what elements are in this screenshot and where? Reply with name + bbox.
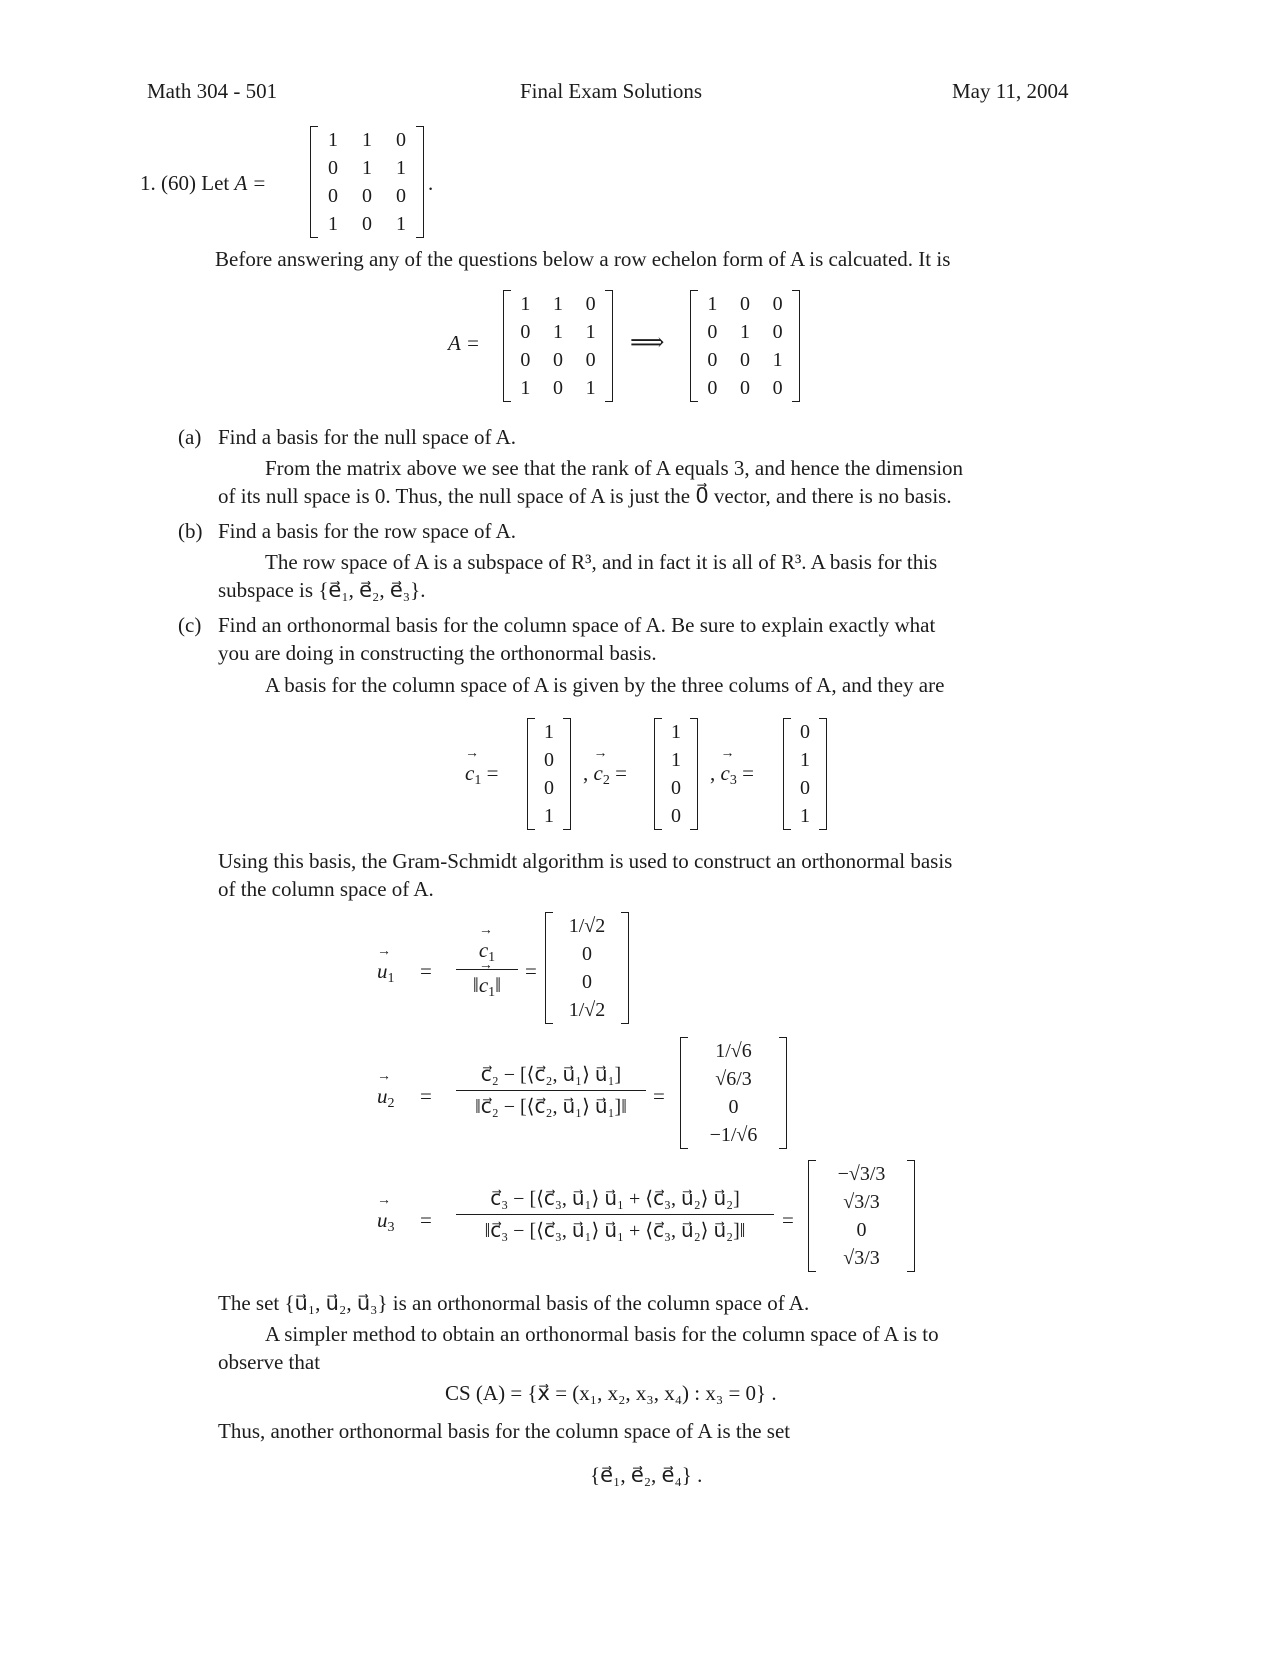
matrix-cell: 0 [552, 349, 563, 371]
matrix-cell: 0 [707, 377, 718, 399]
vector-entry: 0 [856, 1219, 867, 1241]
c3-label: , → $c_3$ = [710, 760, 754, 790]
vector-u3 [808, 1160, 915, 1272]
part-b-answer-1: The row space of A is a subspace of R³, and in fact it is all of R³. A basis for this [265, 550, 938, 574]
matrix-cell: 1 [585, 377, 596, 399]
u3-eq: = [420, 1208, 432, 1232]
intro-text: Before answering any of the questions below a row echelon form of A is calcuated. It is [215, 247, 951, 271]
vector-entry: 1 [800, 805, 810, 827]
part-c-question-2: you are doing in constructing the orthonormal basis. [218, 641, 657, 665]
course-label: Math 304 - 501 [147, 79, 278, 103]
gs-text-2: of the column space of A. [218, 877, 434, 901]
vector-entry: 1/√6 [715, 1040, 752, 1062]
part-c-label: (c) [178, 613, 202, 637]
u3-fraction [456, 1186, 774, 1243]
period: . [428, 171, 434, 195]
u2-eq2: = [653, 1084, 665, 1108]
vector-entry: 0 [582, 971, 592, 993]
problem-label-text: 1. (60) Let [140, 171, 230, 195]
thus-text: Thus, another orthonormal basis for the column space of A is the set [218, 1419, 791, 1443]
matrix-cell: 0 [396, 129, 406, 151]
part-a-answer-2: of its null space is 0. Thus, the null space of A is just the 0⃗ vector, and there is no basis. [218, 484, 952, 508]
u1-label: → $u_1$ [377, 958, 395, 988]
matrix-cell: 1 [772, 349, 783, 371]
vector-entry: 0 [671, 805, 681, 827]
vector-entry: 1 [800, 749, 810, 771]
matrix-cell: 0 [585, 293, 596, 315]
matrix-cell: 1 [552, 321, 563, 343]
matrix-cell: 0 [772, 321, 783, 343]
vector-entry: 1/√2 [568, 915, 606, 937]
vector-entry: 1 [671, 721, 681, 743]
u1-eq: = [420, 959, 432, 983]
matrix-cell: 1 [585, 321, 596, 343]
matrix-cell: 0 [520, 321, 531, 343]
vector-entry: 0 [582, 943, 592, 965]
matrix-cell: 1 [362, 129, 372, 151]
matrix-cell: 0 [396, 185, 406, 207]
vector-entry: √3/3 [843, 1191, 880, 1213]
simpler-text-2: observe that [218, 1350, 321, 1374]
matrix-cell: 0 [739, 349, 750, 371]
matrix-cell: 0 [328, 157, 338, 179]
vector-entry: 0 [800, 777, 810, 799]
gs-text-1: Using this basis, the Gram-Schmidt algorithm is used to construct an orthonormal basis [218, 849, 953, 873]
vector-u2 [680, 1037, 787, 1149]
matrix-cell: 0 [707, 321, 718, 343]
part-b-label: (b) [178, 519, 203, 543]
matrix-cell: 0 [739, 377, 750, 399]
matrix-cell: 0 [739, 293, 750, 315]
matrix-cell: 0 [772, 293, 783, 315]
u2-eq: = [420, 1084, 432, 1108]
matrix-echelon [690, 290, 800, 402]
matrix-cell: 1 [396, 157, 406, 179]
u3-label: → $u_3$ [377, 1207, 395, 1237]
column-space-equation: CS (A) = {x⃗ = (x₁, x₂, x₃, x₄) : x₃ = 0} . [445, 1381, 777, 1405]
u3-denominator: ‖c⃗₃ − [⟨c⃗₃, u⃗₁⟩ u⃗₁ + ⟨c⃗₃, u⃗₂⟩ u⃗₂]‖ [484, 1220, 746, 1242]
matrix-cell: 0 [328, 185, 338, 207]
part-a-answer-1: From the matrix above we see that the rank of A equals 3, and hence the dimension [265, 456, 964, 480]
matrix-cell: 0 [707, 349, 718, 371]
matrix-cell: 1 [707, 293, 718, 315]
u1-fraction: → $\frac{c_1}{‖\to c_1‖}$ [456, 938, 518, 1001]
vector-c2 [654, 718, 698, 830]
u2-label: → $u_2$ [377, 1083, 395, 1113]
vector-c1 [527, 718, 571, 830]
u3-numerator: c⃗₃ − [⟨c⃗₃, u⃗₁⟩ u⃗₁ + ⟨c⃗₃, u⃗₂⟩ u⃗₂] [456, 1186, 774, 1215]
matrix-cell: 0 [362, 213, 372, 235]
part-c-answer-1: A basis for the column space of A is given by the three colums of A, and they are [265, 673, 945, 697]
vector-entry: √3/3 [843, 1247, 880, 1269]
u1-eq2: = [525, 959, 537, 983]
part-a-question: Find a basis for the null space of A. [218, 425, 517, 449]
vector-entry: 1 [544, 721, 554, 743]
vector-c3 [783, 718, 827, 830]
matrix-cell: 1 [328, 213, 338, 235]
matrix-cell: 1 [739, 321, 750, 343]
c1-label: → $c_1$ = [465, 760, 498, 790]
simpler-text-1: A simpler method to obtain an orthonormal basis for the column space of A is to [265, 1322, 939, 1346]
conclusion-text: The set {u⃗₁, u⃗₂, u⃗₃} is an orthonormal basis of the column space of A. [218, 1291, 810, 1315]
vector-entry: 0 [544, 777, 554, 799]
doc-date: May 11, 2004 [952, 79, 1069, 103]
vector-entry: 0 [800, 721, 810, 743]
matrix-cell: 0 [585, 349, 596, 371]
doc-title: Final Exam Solutions [520, 79, 703, 103]
matrix-cell: 1 [328, 129, 338, 151]
part-a-label: (a) [178, 425, 202, 449]
matrix-cell: 1 [520, 377, 531, 399]
vector-entry: 0 [544, 749, 554, 771]
matrix-cell: 0 [520, 349, 531, 371]
matrix-cell: 1 [520, 293, 531, 315]
vector-u1 [545, 912, 629, 1024]
part-c-question-1: Find an orthonormal basis for the column space of A. Be sure to explain exactly what [218, 613, 936, 637]
part-b-answer-2: subspace is {e⃗₁, e⃗₂, e⃗₃}. [218, 578, 426, 602]
matrix-a-copy [503, 290, 613, 402]
matrix-cell: 1 [552, 293, 563, 315]
matrix-cell: 0 [552, 377, 563, 399]
vector-entry: 1 [671, 749, 681, 771]
implies-arrow: ⟹ [630, 330, 665, 356]
vector-entry: 1/√2 [568, 999, 606, 1021]
u2-numerator: c⃗₂ − [⟨c⃗₂, u⃗₁⟩ u⃗₁] [456, 1062, 646, 1091]
c2-label: , → $c_2$ = [583, 760, 627, 790]
vector-entry: 0 [728, 1096, 739, 1118]
final-basis-set: {e⃗₁, e⃗₂, e⃗₄} . [590, 1463, 703, 1487]
matrix-cell: 0 [362, 185, 372, 207]
echelon-lhs: A = [448, 331, 480, 355]
u2-denominator: ‖c⃗₂ − [⟨c⃗₂, u⃗₁⟩ u⃗₁]‖ [475, 1096, 627, 1118]
part-b-question: Find a basis for the row space of A. [218, 519, 517, 543]
vector-entry: √6/3 [715, 1068, 752, 1090]
u2-fraction [456, 1062, 646, 1119]
vector-entry: −√3/3 [837, 1163, 886, 1185]
matrix-cell: 0 [772, 377, 783, 399]
vector-entry: 1 [544, 805, 554, 827]
matrix-a [310, 126, 424, 238]
problem-label [140, 170, 266, 196]
matrix-cell: 1 [362, 157, 372, 179]
vector-entry: −1/√6 [709, 1124, 758, 1146]
vector-entry: 0 [671, 777, 681, 799]
problem-matrix-name: A = [234, 171, 267, 195]
matrix-cell: 1 [396, 213, 406, 235]
u3-eq2: = [782, 1208, 794, 1232]
